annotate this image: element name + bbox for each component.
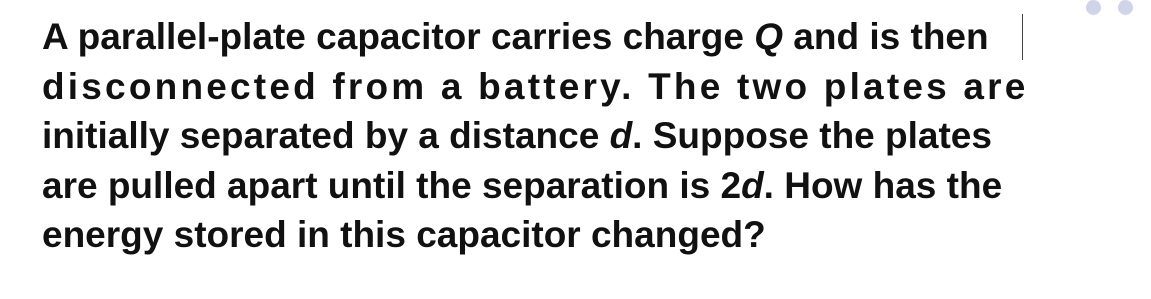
text-segment: initially separated by a distance xyxy=(42,115,610,156)
text-segment: are pulled apart until the separation is 2 xyxy=(42,164,742,206)
question-line-3 xyxy=(42,111,1122,161)
question-line-5: energy stored in this capacitor changed? xyxy=(42,214,766,255)
text-segment: . Suppose the plates xyxy=(632,115,992,156)
charge-variable: Q xyxy=(754,16,784,57)
text-segment: . How has the xyxy=(763,164,1003,206)
text-segment: and is then xyxy=(783,16,989,57)
text-cursor xyxy=(1022,14,1023,60)
text-segment: A parallel-plate capacitor carries charge xyxy=(42,16,755,57)
question-line-4 xyxy=(42,161,1122,211)
distance-variable: d xyxy=(609,115,633,156)
question-text xyxy=(42,12,1122,260)
question-line-1 xyxy=(42,12,1122,62)
question-line-2: disconnected from a battery. The two plates are xyxy=(42,65,1029,107)
distance-variable: d xyxy=(741,164,764,206)
